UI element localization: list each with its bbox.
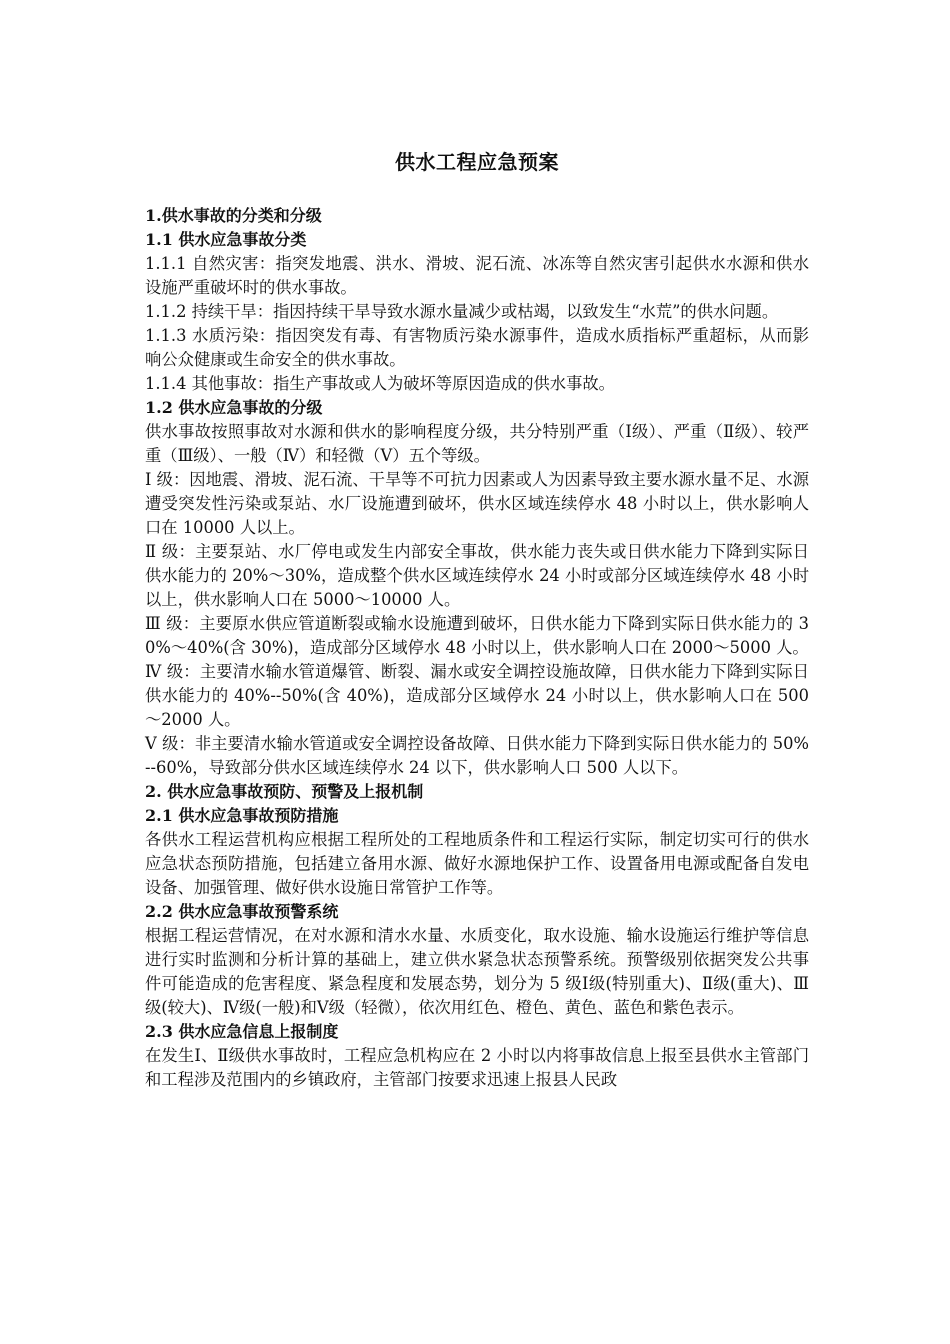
paragraph: 在发生Ⅰ、Ⅱ级供水事故时，工程应急机构应在 2 小时以内将事故信息上报至县供水主管部门和工程涉及范围内的乡镇政府，主管部门按要求迅速上报县人民政 (145, 1046, 809, 1089)
paragraph: 1.1.2 持续干旱：指因持续干旱导致水源水量减少或枯竭，以致发生“水荒”的供水问题。 (145, 302, 779, 321)
document-page (145, 146, 809, 1092)
paragraph: 1.1.4 其他事故：指生产事故或人为破坏等原因造成的供水事故。 (145, 374, 615, 393)
paragraph: Ⅲ 级：主要原水供应管道断裂或输水设施遭到破坏，日供水能力下降到实际日供水能力的 30%～40%(含 30%)，造成部分区域停水 48 小时以上，供水影响人口在 2000～5000 人。 (145, 614, 809, 657)
paragraph: 根据工程运营情况，在对水源和清水水量、水质变化，取水设施、输水设施运行维护等信息进行实时监测和分析计算的基础上，建立供水紧急状态预警系统。预警级别依据突发公共事件可能造成的危害程度、紧急程度和发展态势，划分为 5 级Ⅰ级(特别重大)、Ⅱ级(重大)、Ⅲ级(较大)、Ⅳ级(一般)和Ⅴ级（轻微），依次用红色、橙色、黄色、蓝色和紫色表示。 (145, 926, 809, 1017)
paragraph: Ⅱ 级：主要泵站、水厂停电或发生内部安全事故，供水能力丧失或日供水能力下降到实际日供水能力的 20%～30%，造成整个供水区域连续停水 24 小时或部分区域连续停水 48 小时以上，供水影响人口在 5000～10000 人。 (145, 542, 809, 609)
paragraph: 1.1.1 自然灾害：指突发地震、洪水、滑坡、泥石流、冰冻等自然灾害引起供水水源和供水设施严重破坏时的供水事故。 (145, 254, 809, 297)
subsection-heading: 1.1 供水应急事故分类 (145, 230, 307, 249)
paragraph: Ⅰ 级：因地震、滑坡、泥石流、干旱等不可抗力因素或人为因素导致主要水源水量不足、水源遭受突发性污染或泵站、水厂设施遭到破坏，供水区域连续停水 48 小时以上，供水影响人口在 10000 人以上。 (145, 470, 809, 537)
section-heading: 2. 供水应急事故预防、预警及上报机制 (145, 782, 424, 801)
paragraph: 供水事故按照事故对水源和供水的影响程度分级，共分特别严重（Ⅰ级）、严重（Ⅱ级）、较严重（Ⅲ级）、一般（Ⅳ）和轻微（Ⅴ）五个等级。 (145, 422, 809, 465)
paragraph: Ⅳ 级：主要清水输水管道爆管、断裂、漏水或安全调控设施故障，日供水能力下降到实际日供水能力的 40%--50%(含 40%)，造成部分区域停水 24 小时以上，供水影响人口在 500～2000 人。 (145, 662, 809, 729)
subsection-heading: 2.2 供水应急事故预警系统 (145, 902, 339, 921)
subsection-heading: 1.2 供水应急事故的分级 (145, 398, 323, 417)
paragraph: 各供水工程运营机构应根据工程所处的工程地质条件和工程运行实际，制定切实可行的供水应急状态预防措施，包括建立备用水源、做好水源地保护工作、设置备用电源或配备自发电设备、加强管理、做好供水设施日常管护工作等。 (145, 830, 809, 897)
paragraph: 1.1.3 水质污染：指因突发有毒、有害物质污染水源事件，造成水质指标严重超标，从而影响公众健康或生命安全的供水事故。 (145, 326, 809, 369)
subsection-heading: 2.1 供水应急事故预防措施 (145, 806, 339, 825)
subsection-heading: 2.3 供水应急信息上报制度 (145, 1022, 339, 1041)
paragraph: Ⅴ 级：非主要清水输水管道或安全调控设备故障、日供水能力下降到实际日供水能力的 50%--60%，导致部分供水区域连续停水 24 以下，供水影响人口 500 人以下。 (145, 734, 809, 777)
section-heading: 1.供水事故的分类和分级 (145, 206, 322, 225)
document-title: 供水工程应急预案 (395, 150, 559, 174)
